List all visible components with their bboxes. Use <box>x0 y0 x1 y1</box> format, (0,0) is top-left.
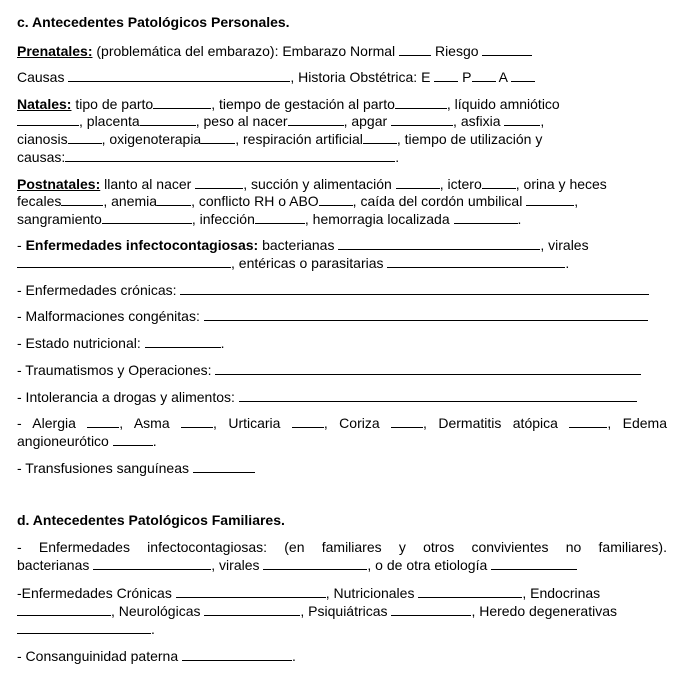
familiares-bacterianas-label: bacterianas <box>17 557 94 573</box>
succion-field[interactable] <box>396 175 440 189</box>
postnatales-label: Postnatales: <box>17 176 101 192</box>
transfusiones-line <box>17 459 667 477</box>
liquido-amniotico-field[interactable] <box>17 112 79 126</box>
endocrinas-label: , Endocrinas <box>522 585 601 601</box>
angioneurotico-field[interactable] <box>113 432 153 446</box>
neurologicas-field[interactable] <box>204 602 300 616</box>
malformaciones-label: - Malformaciones congénitas: <box>17 308 204 324</box>
dermatitis-label: , Dermatitis atópica <box>423 415 570 431</box>
intolerancia-label: - Intolerancia a drogas y alimentos: <box>17 389 239 405</box>
transfusiones-field[interactable] <box>193 459 255 473</box>
asma-field[interactable] <box>181 414 213 428</box>
sangramiento-label: sangramiento <box>17 211 102 227</box>
bacterianas-label: bacterianas <box>258 237 339 253</box>
anemia-field[interactable] <box>157 192 191 206</box>
p-label: P <box>458 69 472 85</box>
caida-cordon-field[interactable] <box>526 192 574 206</box>
asma-label: , Asma <box>119 415 182 431</box>
cianosis-label: cianosis <box>17 131 68 147</box>
postnatales-line-2 <box>17 192 667 210</box>
cronicas-line <box>17 281 667 299</box>
section-d-title-text: d. Antecedentes Patológicos Familiares. <box>17 512 285 528</box>
prenatales-text: (problemática del embarazo): Embarazo Normal <box>92 43 400 59</box>
cronicas-field[interactable] <box>180 281 649 295</box>
consanguinidad-line <box>17 647 667 665</box>
familiares-cronicas-line-1 <box>17 584 667 602</box>
heredo-degenerativas-field[interactable] <box>17 620 151 634</box>
orina-heces-label: , orina y heces <box>515 176 607 192</box>
infecto-line-1 <box>17 236 667 254</box>
respiracion-artificial-field[interactable] <box>363 130 397 144</box>
bacterianas-field[interactable] <box>338 236 540 250</box>
heredo-degenerativas-label: , Heredo degenerativas <box>471 603 617 619</box>
entericas-field[interactable] <box>387 254 565 268</box>
a-field[interactable] <box>511 68 535 82</box>
nutricionales-field[interactable] <box>418 584 522 598</box>
sangramiento-field[interactable] <box>102 210 192 224</box>
traumatismos-line <box>17 361 667 379</box>
malformaciones-line <box>17 307 667 325</box>
coriza-label: , Coriza <box>323 415 392 431</box>
riesgo-field[interactable] <box>482 42 532 56</box>
familiares-bacterianas-field[interactable] <box>93 556 211 570</box>
alergia-line-1 <box>17 414 667 432</box>
period: . <box>151 621 155 637</box>
traumatismos-field[interactable] <box>215 361 641 375</box>
apgar-label: , apgar <box>343 113 392 129</box>
dermatitis-field[interactable] <box>569 414 607 428</box>
section-c-title-text: c. Antecedentes Patológicos Personales. <box>17 14 290 30</box>
virales-field[interactable] <box>17 254 231 268</box>
historia-obstetrica-label: , Historia Obstétrica: E <box>290 69 435 85</box>
period: . <box>292 648 296 664</box>
tipo-parto-field[interactable] <box>153 95 211 109</box>
familiares-infecto-label: - Enfermedades infectocontagiosas: (en familiares y otros convivientes no familiares). <box>17 539 667 555</box>
natales-label: Natales: <box>17 96 72 112</box>
transfusiones-label: - Transfusiones sanguíneas <box>17 460 193 476</box>
caida-cordon-label: , caída del cordón umbilical <box>352 193 527 209</box>
conflicto-rh-field[interactable] <box>319 192 353 206</box>
infecto-line-2 <box>17 254 667 272</box>
cronicas-label: - Enfermedades crónicas: <box>17 282 181 298</box>
otra-etiologia-label: , o de otra etiología <box>367 557 492 573</box>
intolerancia-field[interactable] <box>239 388 637 402</box>
psiquiatricas-label: , Psiquiátricas <box>300 603 392 619</box>
familiares-cronicas-field[interactable] <box>176 584 326 598</box>
psiquiatricas-field[interactable] <box>391 602 471 616</box>
natales-line-1 <box>17 95 667 113</box>
alergia-line-2 <box>17 432 667 450</box>
asfixia-label: , asfixia <box>453 113 505 129</box>
comma: , <box>574 193 579 209</box>
familiares-virales-label: , virales <box>211 557 264 573</box>
natales-line-2 <box>17 112 667 130</box>
consanguinidad-field[interactable] <box>182 647 292 661</box>
period: . <box>517 211 522 227</box>
p-field[interactable] <box>472 68 496 82</box>
infeccion-field[interactable] <box>255 210 305 224</box>
llanto-label: llanto al nacer <box>100 176 196 192</box>
period: . <box>220 335 225 351</box>
prenatales-line-1 <box>17 42 667 60</box>
tipo-parto-label: tipo de parto <box>71 96 154 112</box>
natales-causas-label: causas: <box>17 149 66 165</box>
period: . <box>395 149 400 165</box>
nutricional-field[interactable] <box>145 334 221 348</box>
hemorragia-label: , hemorragia localizada <box>304 211 454 227</box>
apgar-field[interactable] <box>391 112 453 126</box>
causas-field[interactable] <box>68 68 290 82</box>
natales-line-3 <box>17 130 667 148</box>
angioneurotico-label: angioneurótico <box>17 433 113 449</box>
ictero-label: , ictero <box>439 176 482 192</box>
prenatales-label: Prenatales: <box>17 43 93 59</box>
dash: - <box>17 237 26 253</box>
entericas-label: , entéricas o parasitarias <box>231 255 388 271</box>
alergia-label: - Alergia <box>17 415 88 431</box>
malformaciones-field[interactable] <box>204 307 648 321</box>
section-d-title <box>17 512 667 529</box>
natales-line-4 <box>17 148 667 166</box>
anemia-label: , anemia <box>103 193 158 209</box>
postnatales-line-1 <box>17 175 667 193</box>
prenatales-line-2 <box>17 68 667 86</box>
placenta-field[interactable] <box>140 112 196 126</box>
fecales-field[interactable] <box>61 192 103 206</box>
urticaria-field[interactable] <box>292 414 324 428</box>
ictero-field[interactable] <box>482 175 516 189</box>
hemorragia-field[interactable] <box>454 210 518 224</box>
neurologicas-label: , Neurológicas <box>111 603 205 619</box>
section-c-title <box>17 14 667 31</box>
infeccion-label: , infección <box>191 211 255 227</box>
familiares-infecto-line-2 <box>17 556 667 574</box>
placenta-label: , placenta <box>79 113 140 129</box>
consanguinidad-label: - Consanguinidad paterna <box>17 648 183 664</box>
cianosis-field[interactable] <box>68 130 102 144</box>
intolerancia-line <box>17 388 667 406</box>
nutricional-line <box>17 334 667 352</box>
oxigenoterapia-field[interactable] <box>201 130 235 144</box>
coriza-field[interactable] <box>391 414 423 428</box>
familiares-virales-field[interactable] <box>263 556 367 570</box>
fecales-label: fecales <box>17 193 62 209</box>
period: . <box>565 255 570 271</box>
peso-nacer-field[interactable] <box>288 112 344 126</box>
tiempo-gestacion-field[interactable] <box>395 95 447 109</box>
nutricionales-label: , Nutricionales <box>325 585 419 601</box>
postnatales-line-3 <box>17 210 667 228</box>
llanto-field[interactable] <box>195 175 243 189</box>
infecto-label: Enfermedades infectocontagiosas: <box>25 237 259 253</box>
respiracion-artificial-label: , respiración artificial <box>235 131 363 147</box>
oxigenoterapia-label: , oxigenoterapia <box>101 131 202 147</box>
peso-nacer-label: , peso al nacer <box>195 113 288 129</box>
asfixia-field[interactable] <box>504 112 540 126</box>
endocrinas-field[interactable] <box>17 602 111 616</box>
a-label: A <box>495 69 512 85</box>
urticaria-label: , Urticaria <box>213 415 292 431</box>
period: . <box>152 433 157 449</box>
e-field[interactable] <box>434 68 458 82</box>
otra-etiologia-field[interactable] <box>491 556 577 570</box>
familiares-cronicas-label: -Enfermedades Crónicas <box>17 585 176 601</box>
causas-label: Causas <box>17 69 69 85</box>
nutricional-label: - Estado nutricional: <box>17 335 145 351</box>
tiempo-utilizacion-label: , tiempo de utilización y <box>396 131 543 147</box>
traumatismos-label: - Traumatismos y Operaciones: <box>17 362 216 378</box>
familiares-cronicas-line-3 <box>17 620 667 638</box>
familiares-infecto-line-1 <box>17 539 667 556</box>
embarazo-normal-field[interactable] <box>399 42 431 56</box>
edema-label: , Edema <box>607 415 667 431</box>
alergia-field[interactable] <box>87 414 119 428</box>
virales-label: , virales <box>540 237 589 253</box>
conflicto-rh-label: , conflicto RH o ABO <box>191 193 319 209</box>
liquido-amniotico-label: , líquido amniótico <box>446 96 560 112</box>
succion-label: , succión y alimentación <box>243 176 396 192</box>
comma: , <box>540 113 545 129</box>
familiares-cronicas-line-2 <box>17 602 667 620</box>
tiempo-gestacion-label: , tiempo de gestación al parto <box>211 96 395 112</box>
natales-causas-field[interactable] <box>65 148 395 162</box>
riesgo-label: Riesgo <box>431 43 483 59</box>
